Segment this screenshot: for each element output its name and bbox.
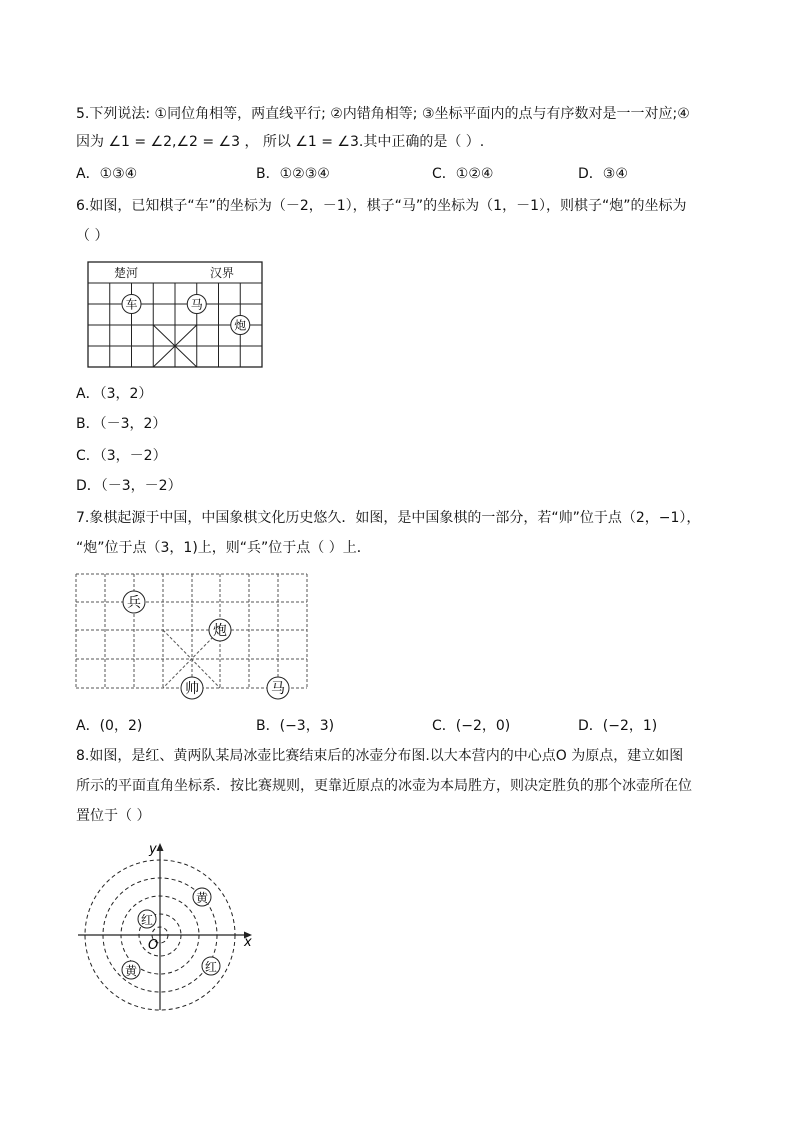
piece-cannon xyxy=(209,619,231,641)
q5-option-a[interactable]: A．①③④ xyxy=(76,166,138,182)
svg-text:黄: 黄 xyxy=(195,891,209,905)
q6-option-c[interactable]: C．（3，－2） xyxy=(76,448,167,464)
svg-text:黄: 黄 xyxy=(124,964,138,978)
q8-line-2: 所示的平面直角坐标系．按比赛规则，更靠近原点的冰壶为本局胜方，则决定胜负的那个冰壶所在位 xyxy=(76,778,692,794)
q5-line-2: 因为 ∠1 = ∠2,∠2 = ∠3 ， 所以 ∠1 = ∠3.其中正确的是（ ）. xyxy=(76,134,485,150)
q8-curling-figure xyxy=(70,836,260,1016)
q6-option-d[interactable]: D．（－3，－2） xyxy=(76,478,182,494)
piece-cannon xyxy=(231,316,250,335)
q6-option-b[interactable]: B．（－3，2） xyxy=(76,416,167,432)
stone-yellow-upper xyxy=(193,888,211,906)
piece-horse xyxy=(187,295,206,314)
stone-red-upper xyxy=(138,910,156,928)
q7-chessboard-figure xyxy=(70,566,315,700)
q7-option-c[interactable]: C．(−2，0) xyxy=(432,718,511,734)
q6-line-2: （ ） xyxy=(76,228,109,244)
piece-marshal xyxy=(181,677,203,699)
x-axis-label: x xyxy=(244,935,252,950)
q7-line-1: 7.象棋起源于中国，中国象棋文化历史悠久．如图，是中国象棋的一部分，若“帅”位于点（2，−1）， xyxy=(76,510,701,526)
svg-text:马: 马 xyxy=(271,681,285,697)
piece-soldier xyxy=(123,591,145,613)
svg-text:马: 马 xyxy=(190,297,203,312)
svg-text:炮: 炮 xyxy=(234,318,247,333)
q6-line-1: 6.如图，已知棋子“车”的坐标为（－2，－1），棋子“马”的坐标为（1，－1），则棋子“炮”的坐标为 xyxy=(76,198,687,214)
piece-horse xyxy=(267,677,289,699)
q7-line-2: “炮”位于点（3，1)上，则“兵”位于点（ ）上． xyxy=(76,540,371,556)
q5-line-1: 5.下列说法: ①同位角相等，两直线平行; ②内错角相等; ③坐标平面内的点与有序数对是一一对应;④ xyxy=(76,106,690,122)
svg-text:帅: 帅 xyxy=(185,681,199,697)
piece-chariot xyxy=(122,295,141,314)
origin-label: O xyxy=(148,938,159,953)
river-label-right: 汉界 xyxy=(210,266,235,280)
q6-option-a[interactable]: A．（3，2） xyxy=(76,386,153,402)
q7-option-d[interactable]: D．(−2，1) xyxy=(578,718,658,734)
q8-line-3: 置位于（ ） xyxy=(76,808,151,824)
svg-text:炮: 炮 xyxy=(213,623,227,639)
svg-text:红: 红 xyxy=(140,913,154,927)
q7-option-a[interactable]: A．(0，2) xyxy=(76,718,143,734)
q7-option-b[interactable]: B．(−3，3) xyxy=(256,718,335,734)
q5-option-b[interactable]: B．①②③④ xyxy=(256,166,330,182)
stone-red-lower xyxy=(202,957,220,975)
q5-option-d[interactable]: D．③④ xyxy=(578,166,628,182)
river-label-left: 楚河 xyxy=(114,266,139,280)
q6-chessboard-figure xyxy=(80,256,270,374)
q5-option-c[interactable]: C．①②④ xyxy=(432,166,494,182)
svg-text:车: 车 xyxy=(125,297,138,312)
svg-text:兵: 兵 xyxy=(127,595,141,611)
svg-text:红: 红 xyxy=(204,960,218,974)
stone-yellow-lower xyxy=(122,961,140,979)
y-axis-label: y xyxy=(149,842,157,857)
q8-line-1: 8.如图，是红、黄两队某局冰壶比赛结束后的冰壶分布图.以大本营内的中心点O 为原点，建立如图 xyxy=(76,748,684,764)
